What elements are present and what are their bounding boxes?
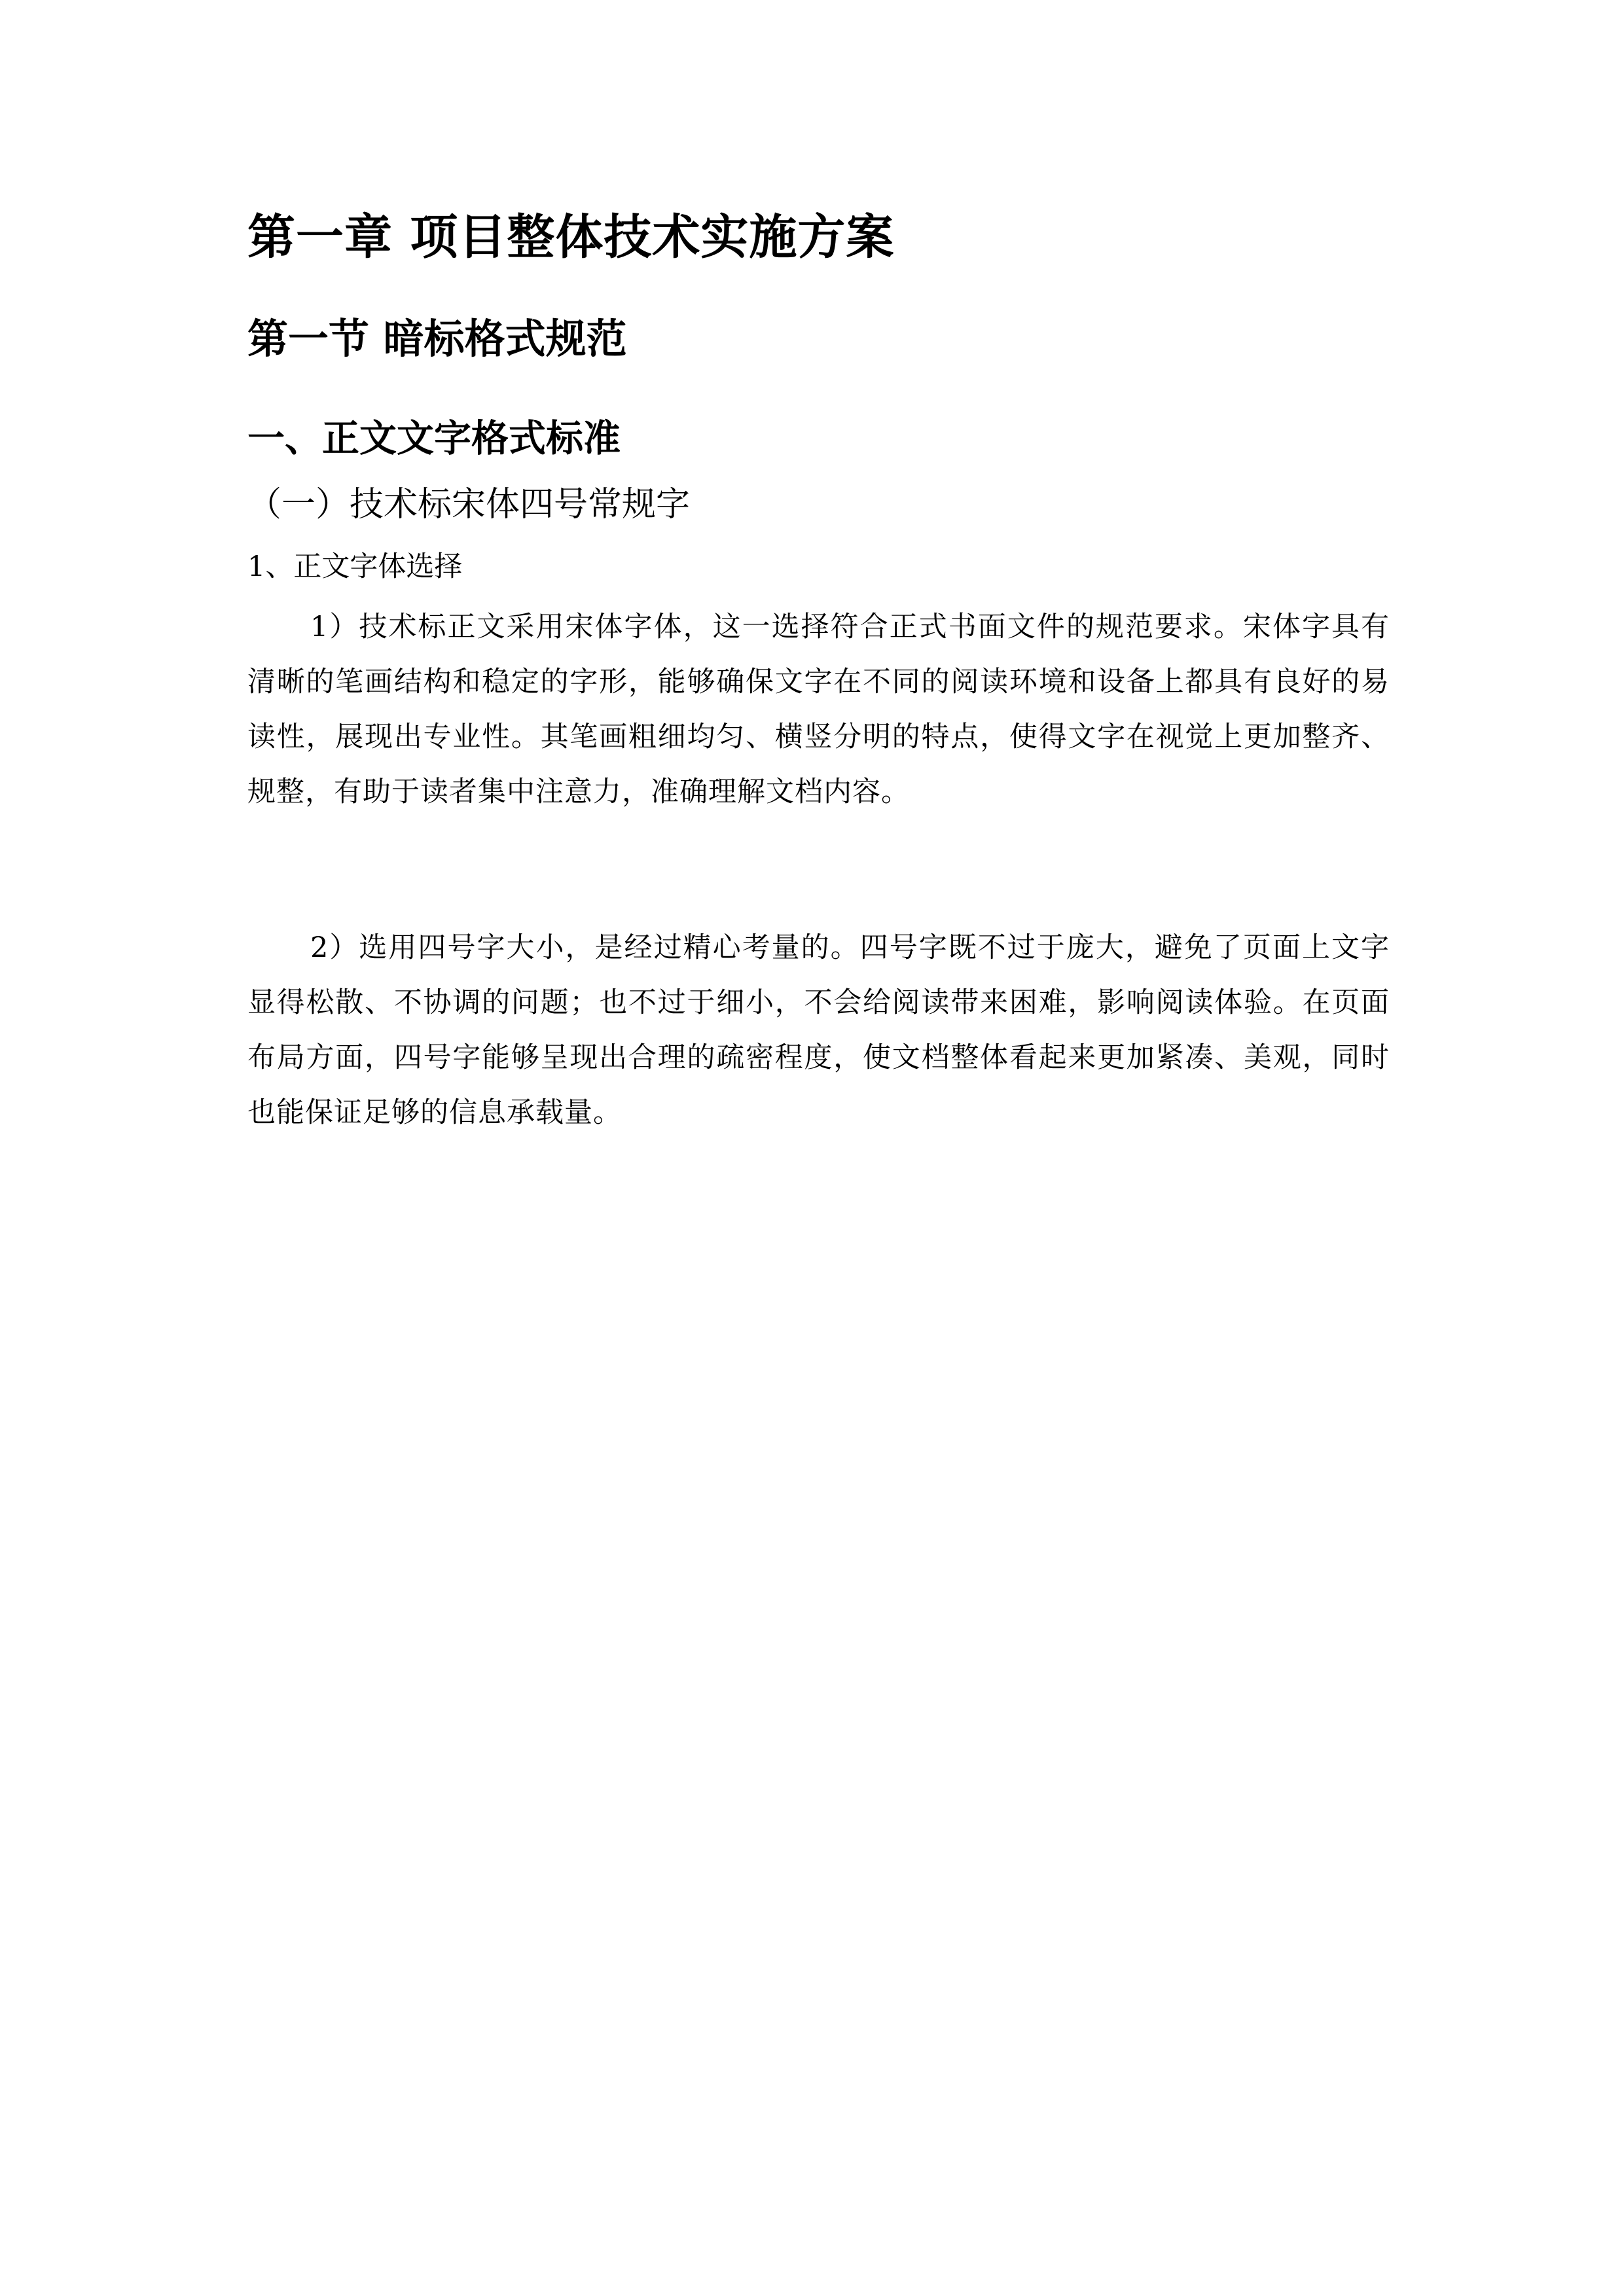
subsubsection-title: （一）技术标宋体四号常规字 <box>247 485 691 524</box>
chapter-title: 第一章 项目整体技术实施方案 <box>247 209 895 265</box>
section-title: 第一节 暗标格式规范 <box>247 315 627 363</box>
body-paragraph: 2）选用四号字大小，是经过精心考量的。四号字既不过于庞大，避免了页面上文字显得松散、不协调的问题；也不过于细小，不会给阅读带来困难，影响阅读体验。在页面布局方面，四号字能够呈现出合理的疏密程度，使文档整体看起来更加紧凑、美观，同时也能保证足够的信息承载量。 <box>247 931 1390 1129</box>
item-title: 1、正文字体选择 <box>247 550 463 583</box>
subsection-title: 一、正文文字格式标准 <box>247 417 621 460</box>
body-paragraph: 1）技术标正文采用宋体字体，这一选择符合正式书面文件的规范要求。宋体字具有清晰的笔画结构和稳定的字形，能够确保文字在不同的阅读环境和设备上都具有良好的易读性，展现出专业性。其笔画粗细均匀、横竖分明的特点，使得文字在视觉上更加整齐、规整，有助于读者集中注意力，准确理解文档内容。 <box>247 611 1390 808</box>
